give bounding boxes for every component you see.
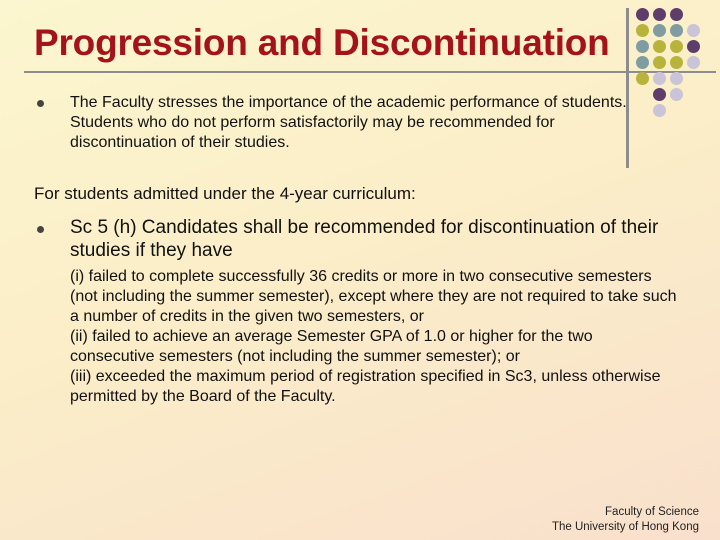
- footer-university: The University of Hong Kong: [551, 521, 699, 533]
- decorative-dot: [687, 56, 700, 69]
- decorative-dot: [653, 8, 666, 21]
- decorative-dot: [670, 40, 683, 53]
- decorative-dot: [653, 40, 666, 53]
- decorative-dot: [653, 72, 666, 85]
- condition-item: (ii) failed to achieve an average Semester GPA of 1.0 or higher for the two consecutive semesters (not including the summer semester); or: [70, 328, 593, 365]
- title-underline: [24, 71, 716, 73]
- condition-item: (iii) exceeded the maximum period of registration specified in Sc3, unless otherwise permitted by the Board of the Faculty.: [70, 368, 661, 405]
- slide-title: Progression and Discontinuation: [34, 22, 610, 63]
- decorative-dot: [636, 40, 649, 53]
- decorative-dot: [687, 40, 700, 53]
- decorative-dot-grid: [636, 8, 720, 118]
- conditions-list: [70, 267, 680, 407]
- regulation-paragraph: Sc 5 (h) Candidates shall be recommended for discontinuation of their studies if they have: [70, 217, 659, 261]
- decorative-dot: [653, 88, 666, 101]
- decorative-dot: [653, 24, 666, 37]
- condition-item: (i) failed to complete successfully 36 credits or more in two consecutive semesters (not including the summer semester), except where they are not required to take such a number of credits in the given two semesters, or: [70, 268, 677, 325]
- decorative-dot: [636, 56, 649, 69]
- footer: [552, 505, 699, 535]
- decorative-dot: [670, 56, 683, 69]
- section-heading: For students admitted under the 4-year curriculum:: [34, 184, 416, 203]
- bullet-icon: [37, 226, 44, 233]
- decorative-dot: [636, 24, 649, 37]
- decorative-dot: [670, 72, 683, 85]
- decorative-dot: [653, 56, 666, 69]
- decorative-dot: [636, 8, 649, 21]
- decorative-dot: [653, 104, 666, 117]
- decorative-dot: [670, 8, 683, 21]
- bullet-icon: [37, 100, 44, 107]
- decorative-dot: [670, 24, 683, 37]
- intro-paragraph: The Faculty stresses the importance of the academic performance of students. Students who do not perform satisfactorily may be recommended for discontinuation of their studies.: [70, 94, 627, 151]
- decorative-dot: [636, 72, 649, 85]
- decorative-dot: [687, 24, 700, 37]
- decorative-dot: [670, 88, 683, 101]
- footer-faculty: Faculty of Science: [605, 506, 699, 518]
